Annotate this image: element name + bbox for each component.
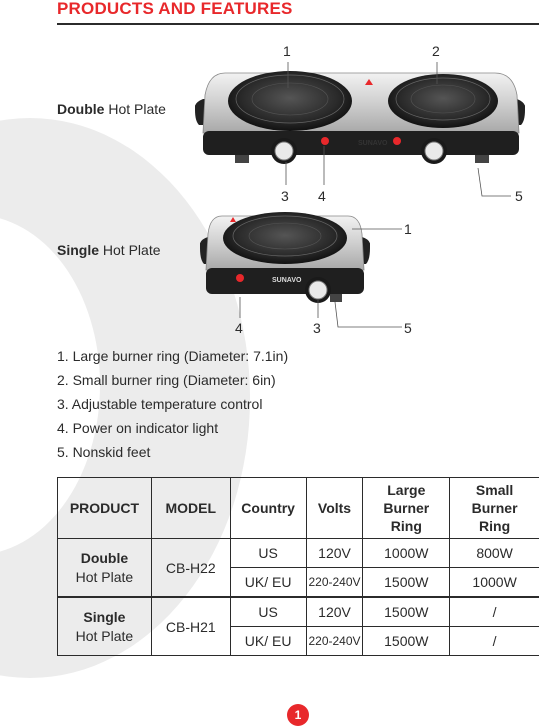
- double-label-rest: Hot Plate: [104, 101, 166, 117]
- header-small-line2: Burner: [471, 500, 518, 516]
- double-callout-3: 3: [281, 188, 289, 204]
- feature-item: 2. Small burner ring (Diameter: 6in): [57, 372, 276, 388]
- header-large-line2: Burner: [383, 500, 430, 516]
- small-burner-cell: /: [450, 597, 539, 627]
- double-callout-5: 5: [515, 188, 523, 204]
- header-country: Country: [230, 478, 306, 539]
- header-small-line1: Small: [475, 482, 514, 498]
- large-burner-cell: 1000W: [363, 539, 450, 568]
- single-label-rest: Hot Plate: [99, 242, 161, 258]
- header-small-line3: Ring: [479, 518, 511, 534]
- large-burner-cell: 1500W: [363, 627, 450, 656]
- single-brand-text: SUNAVO: [272, 277, 302, 284]
- country-cell: UK/ EU: [230, 627, 306, 656]
- single-product-rest: Hot Plate: [75, 627, 134, 644]
- small-burner-cell: /: [450, 627, 539, 656]
- page-number-badge: 1: [287, 704, 309, 726]
- double-callout-2: 2: [432, 43, 440, 59]
- header-product: PRODUCT: [58, 478, 152, 539]
- country-cell: UK/ EU: [230, 568, 306, 598]
- large-burner-cell: 1500W: [363, 597, 450, 627]
- single-callout-5: 5: [404, 320, 412, 336]
- double-label-bold: Double: [57, 101, 105, 117]
- volts-cell: 220-240V: [306, 568, 363, 598]
- feature-item: 1. Large burner ring (Diameter: 7.1in): [57, 348, 289, 364]
- volts-cell: 120V: [306, 539, 363, 568]
- country-cell: US: [230, 539, 306, 568]
- small-burner-cell: 1000W: [450, 568, 539, 598]
- header-model: MODEL: [151, 478, 230, 539]
- double-brand-text: SUNAVO: [358, 140, 388, 147]
- double-callout-1: 1: [283, 43, 291, 59]
- double-callout-4: 4: [318, 188, 326, 204]
- feature-item: 5. Nonskid feet: [57, 444, 151, 460]
- header-volts: Volts: [306, 478, 363, 539]
- single-callout-3: 3: [313, 320, 321, 336]
- small-burner-cell: 800W: [450, 539, 539, 568]
- country-cell: US: [230, 597, 306, 627]
- single-product-bold: Single: [83, 608, 126, 625]
- double-model-cell: CB-H22: [151, 539, 230, 598]
- single-model-cell: CB-H21: [151, 597, 230, 656]
- single-callout-4: 4: [235, 320, 243, 336]
- volts-cell: 220-240V: [306, 627, 363, 656]
- large-burner-cell: 1500W: [363, 568, 450, 598]
- feature-item: 3. Adjustable temperature control: [57, 396, 263, 412]
- single-label-bold: Single: [57, 242, 100, 258]
- header-large-line3: Ring: [390, 518, 422, 534]
- page-title: PRODUCTS AND FEATURES: [57, 0, 293, 18]
- volts-cell: 120V: [306, 597, 363, 627]
- header-large-line1: Large: [387, 482, 426, 498]
- single-callout-1: 1: [404, 221, 412, 237]
- feature-item: 4. Power on indicator light: [57, 420, 219, 436]
- double-product-bold: Double: [80, 549, 129, 566]
- double-product-rest: Hot Plate: [75, 568, 134, 585]
